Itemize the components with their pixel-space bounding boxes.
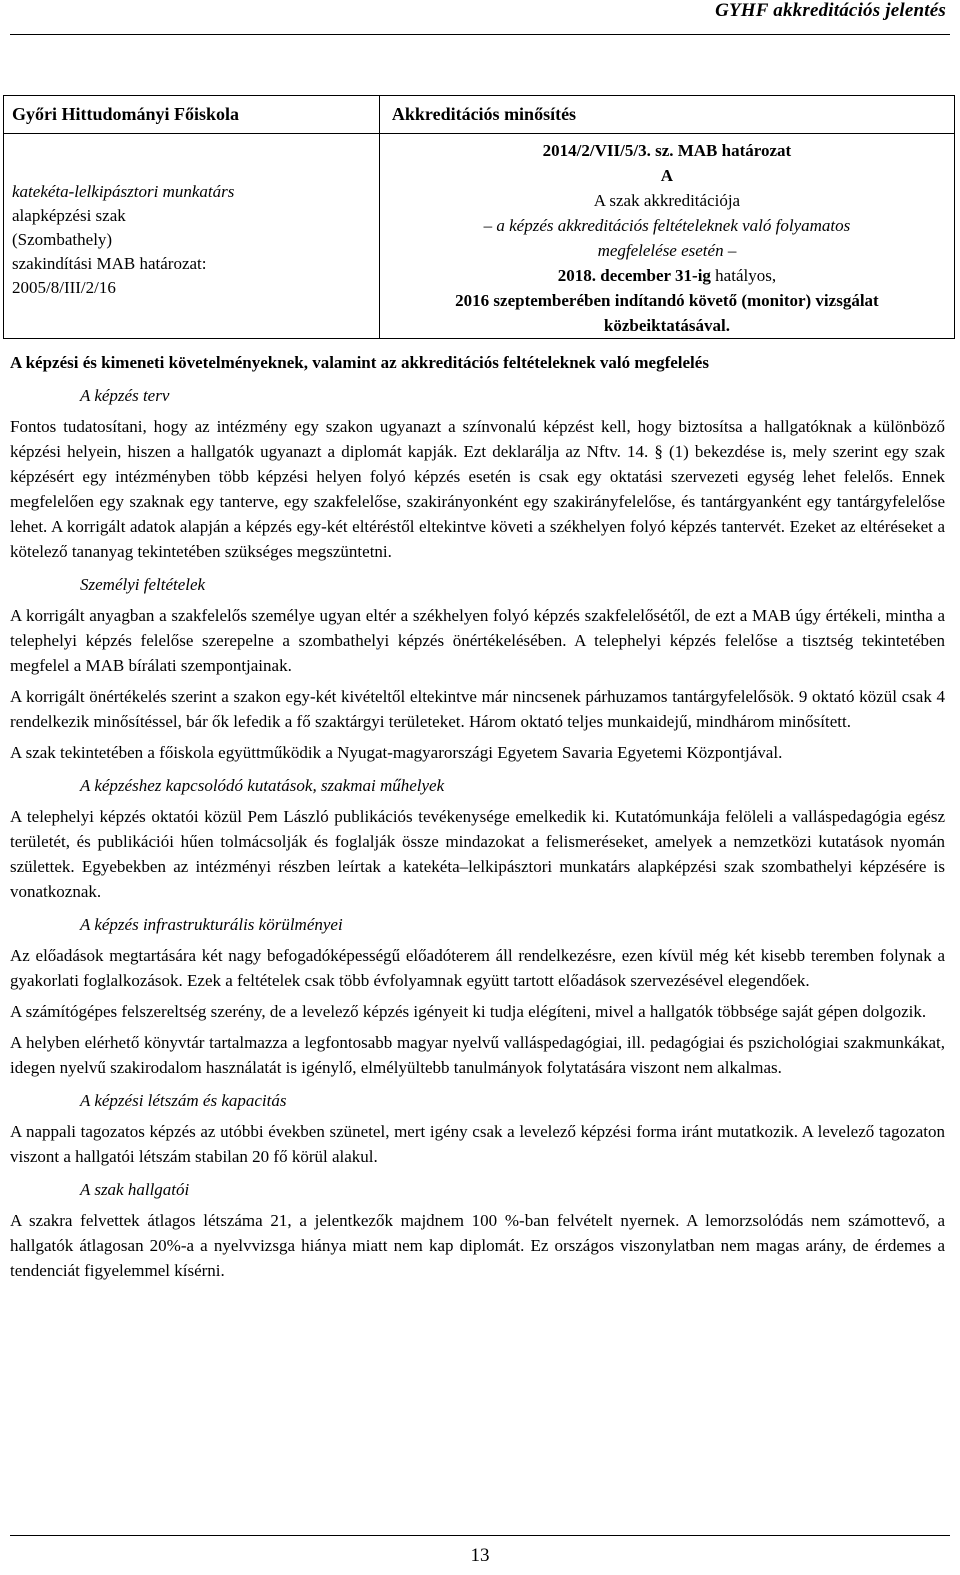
accreditation-summary-table <box>3 95 955 339</box>
accreditation-cell <box>379 96 954 339</box>
paragraph: A telephelyi képzés oktatói közül Pem László publikációs tevékenysége emelkedik ki. Kutatómunkája felöleli a valláspedagógia egész területét, és publikációi hűen tolmácsolják és foglalják össze mindazokat a felismeréseket, amelyek a nemzetközi kutatások nyomán születtek. Egyebekben az intézményi részben leírtak a katekéta–lelkipásztori munkatárs alapképzési szak szombathelyi képzésére is vonatkoznak. <box>10 807 945 901</box>
validity-date: 2018. december 31-ig <box>557 266 711 285</box>
section-title: A szak hallgatói <box>80 1180 190 1199</box>
validity <box>388 263 946 288</box>
paragraph: A korrigált önértékelés szerint a szakon egy-két kivételtől eltekintve már nincsenek párhuzamos tantárgyfelelősök. 9 oktató közül csak 4 rendelkezik minősítéssel, bár ők lefedik a fő szaktárgyi területeket. Három oktató teljes munkaidejű, mindhárom minősített. <box>10 687 945 731</box>
section-title: A képzési létszám és kapacitás <box>80 1091 287 1110</box>
footer-rule <box>10 1535 950 1536</box>
paragraph: A szak tekintetében a főiskola együttműködik a Nyugat-magyarországi Egyetem Savaria Egyetemi Központjával. <box>10 743 783 762</box>
section-title: Személyi feltételek <box>80 575 206 594</box>
paragraph: A helyben elérhető könyvtár tartalmazza a legfontosabb magyar nyelvű valláspedagógiai, ill. pedagógiai és pszichológiai szakmunkákat, idegen nyelvű szakirodalom használatát is igénylő, elmélyültebb tanulmányok folytatására viszont nem alkalmas. <box>10 1033 945 1077</box>
program-line: (Szombathely) <box>12 230 113 249</box>
running-header: GYHF akkreditációs jelentés <box>715 0 946 21</box>
grade: A <box>660 166 674 185</box>
paragraph: Fontos tudatosítani, hogy az intézmény egy szakon ugyanazt a színvonalú képzést kell, hogy biztosítsa a hallgatóknak a különböző képzési helyein, hiszen a hallgatók ugyanazt a diplomát kapják. Ezt deklarálja az Nftv. 14. § (1) bekezdése is, mely szerint egy szak képzésért egy intézményben több képzési helyen folyó képzés esetén is csak egy oktatási szervezeti egység lehet felelős. Ennek megfelelően egy szaknak egy tanterve, egy szakfelelőse, szakirányonként egy szakirányfelelőse, és tantárgyanként egy tantárgyfelelőse lehet. A korrigált adatok alapján a képzés egy-két eltéréstől eltekintve követi a székhelyen folyó képzés tantervét. Ezeket az eltéréseket a kötelező tananyag tekintetében szükséges megszüntetni. <box>10 417 945 561</box>
paragraph: Az előadások megtartására két nagy befogadóképességű előadóterem áll rendelkezésre, ezen kívül még két kisebb teremben folynak a gyakorlati foglalkozások. Ezek a feltételek csak több évfolyamnak együtt tartott előadások szervezésével elegendőek. <box>10 946 945 990</box>
section-title: A képzéshez kapcsolódó kutatások, szakmai műhelyek <box>80 776 445 795</box>
institution-name: Győri Hittudományi Főiskola <box>4 96 379 134</box>
program-line: szakindítási MAB határozat: <box>12 254 207 273</box>
paragraph: A korrigált anyagban a szakfelelős személye ugyan eltér a székhelyen folyó képzés szakfelelősétől, de ezt a MAB úgy értékeli, mintha a telephelyi képzés felelőse szerepelne a szombathelyi képzés önértékelésében. A telephelyi képzés felelőse a tisztség tekintetében megfelel a MAB bírálati szempontjainak. <box>10 606 945 675</box>
main-content <box>10 350 945 1283</box>
program-info <box>4 134 379 300</box>
accreditation-title: Akkreditációs minősítés <box>380 96 954 134</box>
monitor-line: közbeiktatásával. <box>603 316 730 335</box>
paragraph: A nappali tagozatos képzés az utóbbi években szünetel, mert igény csak a levelező képzési forma iránt mutatkozik. A levelező tagozaton viszont a hallgatói létszám stabilan 20 fő körül alakul. <box>10 1122 945 1166</box>
monitor-line: 2016 szeptemberében indítandó követő (monitor) vizsgálat <box>455 291 879 310</box>
header-rule <box>10 34 950 35</box>
institution-cell <box>4 96 380 339</box>
section-title: A képzés terv <box>80 386 170 405</box>
paragraph: A számítógépes felszereltség szerény, de a levelező képzés igényeit ki tudja elégíteni, mivel a hallgatók többsége saját gépen dolgozik. <box>10 1002 927 1021</box>
program-name: katekéta-lelkipásztori munkatárs <box>12 182 235 201</box>
program-line: 2005/8/III/2/16 <box>12 278 116 297</box>
decision-number: 2014/2/VII/5/3. sz. MAB határozat <box>542 141 792 160</box>
paragraph: A szakra felvettek átlagos létszáma 21, a jelentkezők majdnem 100 %-ban felvételt nyernek. A lemorzsolódás nem számottevő, a hallgatók átlagosan 20%-a a nyelvvizsga hiánya miatt nem kap diplomát. Ez országos viszonylatban nem magas arány, de érdemes a tendenciát figyelemmel kísérni. <box>10 1211 945 1280</box>
program-line: alapképzési szak <box>12 206 126 225</box>
main-heading: A képzési és kimeneti követelményeknek, valamint az akkreditációs feltételeknek való megfelelés <box>10 353 709 372</box>
accreditation-details <box>380 134 954 338</box>
grade-text: A szak akkreditációja <box>593 191 741 210</box>
section-title: A képzés infrastrukturális körülményei <box>80 915 343 934</box>
condition-line: – a képzés akkreditációs feltételeknek való folyamatos <box>483 216 851 235</box>
validity-rest: hatályos, <box>710 266 777 285</box>
page-number: 13 <box>470 1545 490 1566</box>
condition-line: megfelelése esetén – <box>597 241 737 260</box>
